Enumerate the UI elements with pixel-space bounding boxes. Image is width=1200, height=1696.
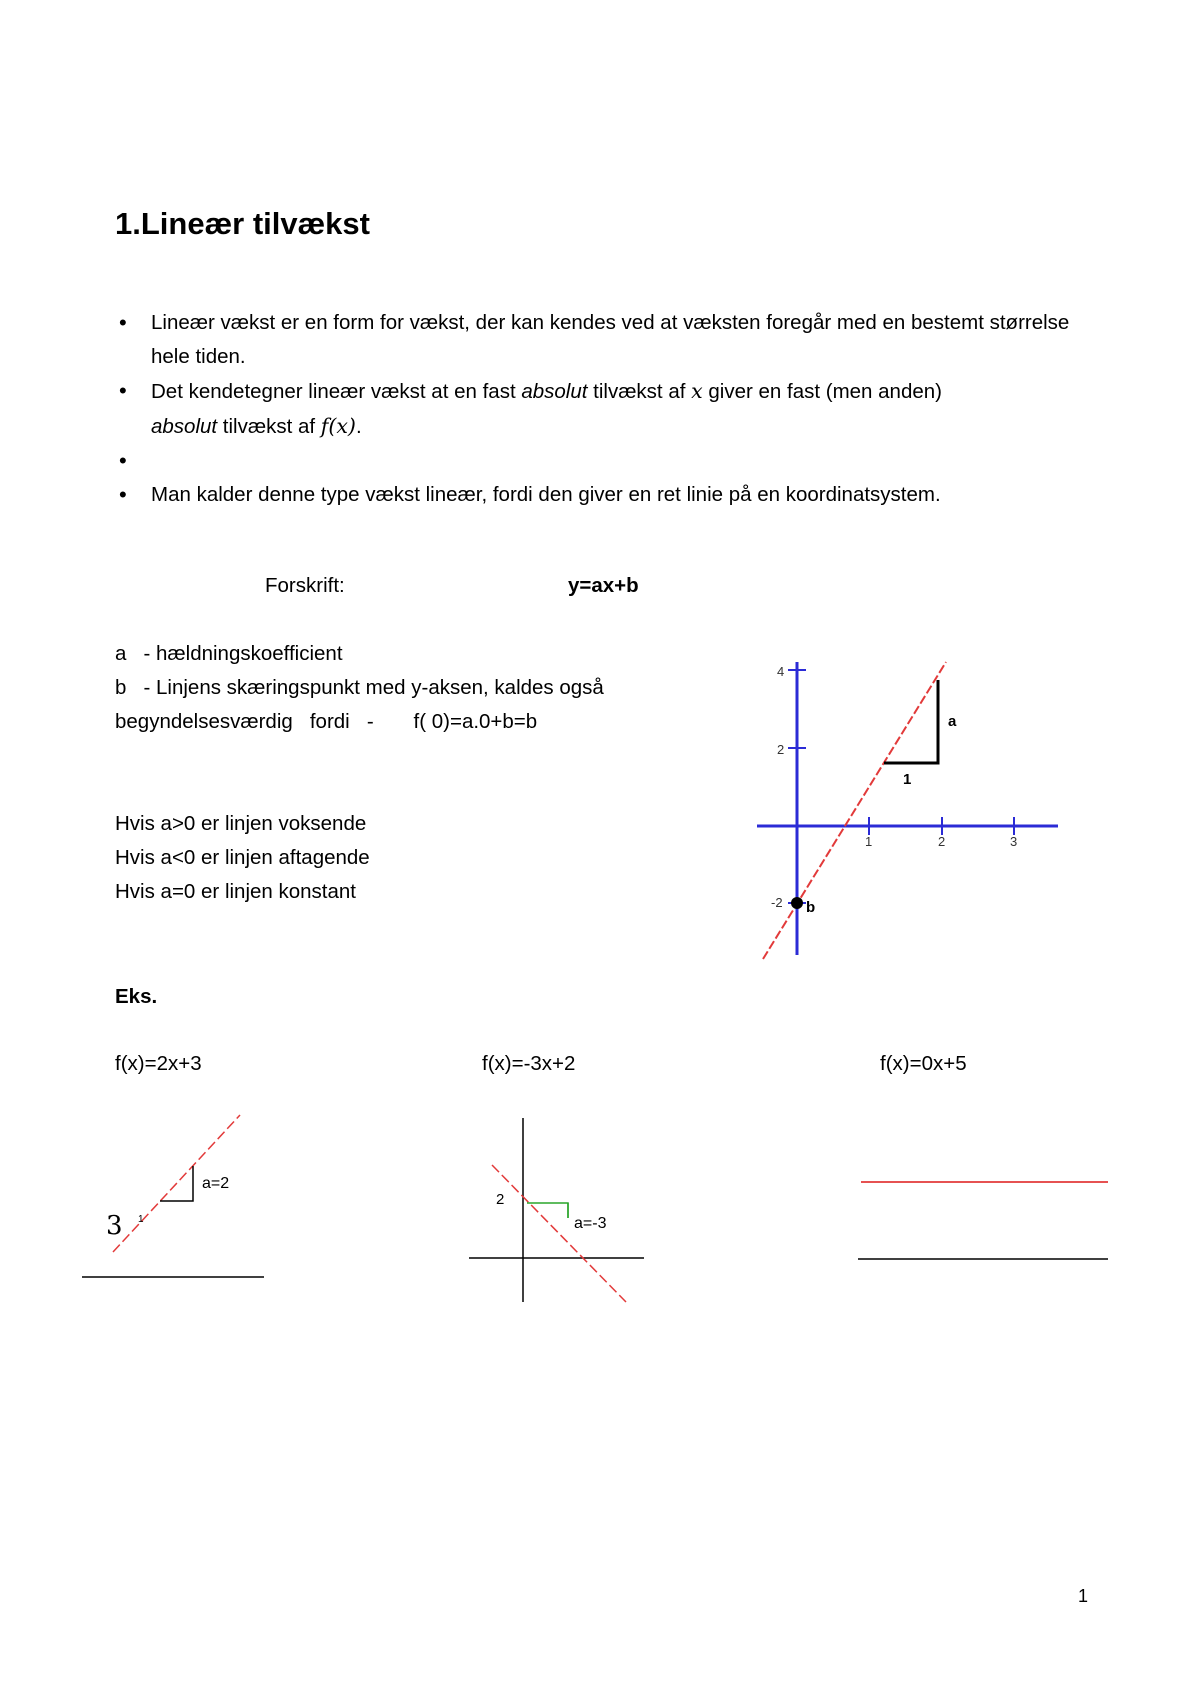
main-graph-axes	[757, 662, 1058, 955]
main-graph-ticks	[788, 670, 1014, 903]
example-graph-1	[82, 1115, 264, 1277]
bullet-item-1: • Lineær vækst er en form for vækst, der kan kendes ved at væksten foregår med en bestemt størrelse hele tiden.	[115, 306, 1075, 374]
ex1-label-1: 1	[138, 1214, 144, 1225]
definition-b: b - Linjens skæringspunkt med y-aksen, kaldes også	[115, 676, 604, 699]
y-tick-neg2: -2	[771, 895, 783, 910]
rule-decreasing: Hvis a<0 er linjen aftagende	[115, 846, 370, 869]
main-red-line	[763, 662, 946, 959]
bullet-item-4: • Man kalder denne type vækst lineær, fordi den giver en ret linie på en koordinatsystem.	[115, 478, 1075, 512]
example-heading: Eks.	[115, 985, 158, 1008]
x-tick-2: 2	[938, 834, 946, 849]
x-tick-1: 1	[865, 834, 873, 849]
rule-constant: Hvis a=0 er linjen konstant	[115, 880, 357, 903]
intercept-label-b: b	[806, 899, 816, 916]
ex2-label-2: 2	[496, 1191, 505, 1208]
definition-a: a - hældningskoefficient	[115, 642, 343, 665]
emphasis-absolut-2: absolut	[151, 415, 218, 438]
emphasis-absolut: absolut	[521, 380, 588, 403]
math-fx: f(x)	[320, 414, 356, 438]
example-graph-2	[469, 1118, 644, 1302]
forskrift-label: Forskrift:	[265, 574, 345, 597]
slope-label-a: a	[948, 713, 957, 730]
rule-increasing: Hvis a>0 er linjen voksende	[115, 812, 367, 835]
example-1-formula: f(x)=2x+3	[115, 1052, 202, 1075]
page-number: 1	[1078, 1586, 1089, 1606]
definition-b-cont: begyndelsesværdig fordi - f( 0)=a.0+b=b	[115, 710, 538, 733]
example-2-formula: f(x)=-3x+2	[482, 1052, 576, 1075]
ex2-red-line	[492, 1165, 626, 1302]
bullet-item-2: • Det kendetegner lineær vækst at en fast absolut tilvækst af x giver en fast (men anden) absolut tilvækst af f(x).	[115, 374, 1075, 444]
forskrift-formula: y=ax+b	[568, 574, 639, 597]
y-tick-2: 2	[777, 742, 785, 757]
ex1-label-3: 3	[106, 1211, 123, 1241]
ex2-slope-step	[527, 1203, 568, 1218]
main-graph	[757, 662, 1058, 959]
ex2-label-a: a=-3	[574, 1215, 607, 1232]
y-tick-4: 4	[777, 664, 785, 679]
ex1-label-a: a=2	[202, 1175, 230, 1192]
example-graph-3	[858, 1182, 1108, 1259]
intercept-point	[791, 897, 803, 909]
page-title: 1.Lineær tilvækst	[115, 206, 370, 241]
math-x: x	[691, 379, 703, 403]
example-3-formula: f(x)=0x+5	[880, 1052, 967, 1075]
x-tick-3: 3	[1010, 834, 1018, 849]
slope-label-1: 1	[903, 771, 912, 788]
